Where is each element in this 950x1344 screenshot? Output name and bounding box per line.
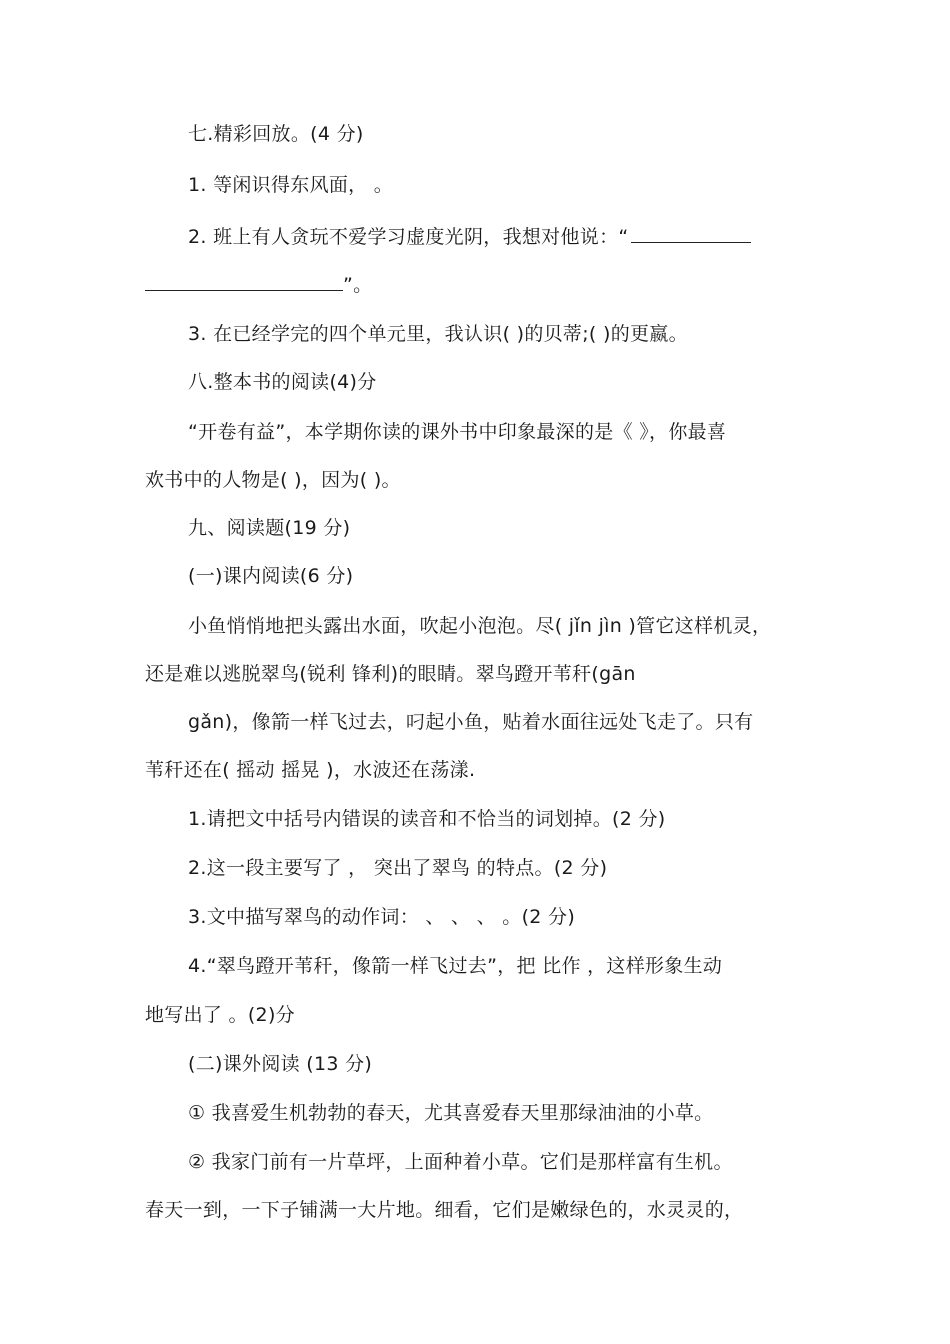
section-8-paragraph-line-1: “开卷有益”，本学期你读的课外书中印象最深的是《 》，你最喜 bbox=[188, 421, 727, 443]
reading-question-2: 2.这一段主要写了 ， 突出了翠鸟 的特点。(2 分) bbox=[188, 857, 608, 879]
passage-2-paragraph-1: ① 我喜爱生机勃勃的春天，尤其喜爱春天里那绿油油的小草。 bbox=[188, 1102, 714, 1124]
section-7-question-3: 3. 在已经学完的四个单元里，我认识( )的贝蒂;( )的更嬴。 bbox=[188, 323, 688, 345]
passage-1-line-1: 小鱼悄悄地把头露出水面，吹起小泡泡。尽( jǐn jìn )管它这样机灵， bbox=[188, 615, 772, 637]
section-7-question-1: 1. 等闲识得东风面， 。 bbox=[188, 174, 394, 196]
answer-blank bbox=[145, 273, 343, 291]
reading-question-1: 1.请把文中括号内错误的读音和不恰当的词划掉。(2 分) bbox=[188, 808, 666, 830]
reading-question-4-line-1: 4.“翠鸟蹬开苇秆，像箭一样飞过去”，把 比作 ，这样形象生动 bbox=[188, 955, 723, 977]
passage-1-line-4: 苇秆还在( 摇动 摇晃 )，水波还在荡漾. bbox=[145, 759, 476, 781]
section-7-question-2 bbox=[188, 224, 751, 250]
question-2-end: ”。 bbox=[343, 274, 373, 296]
passage-1-line-2: 还是难以逃脱翠鸟(锐利 锋利)的眼睛。翠鸟蹬开苇秆(gān bbox=[145, 663, 636, 685]
answer-blank bbox=[631, 225, 751, 243]
question-2-text: 2. 班上有人贪玩不爱学习虚度光阴，我想对他说：“ bbox=[188, 226, 629, 248]
passage-1-line-3: gǎn)，像箭一样飞过去，叼起小鱼，贴着水面往远处飞走了。只有 bbox=[188, 711, 754, 733]
section-9-part-2-heading: (二)课外阅读 (13 分) bbox=[188, 1053, 373, 1075]
section-7-question-2-cont bbox=[145, 272, 372, 298]
reading-question-4-line-2: 地写出了 。(2)分 bbox=[145, 1004, 295, 1026]
reading-question-3: 3.文中描写翠鸟的动作词： 、 、 、 。(2 分) bbox=[188, 906, 576, 928]
section-9-heading: 九、阅读题(19 分) bbox=[188, 517, 351, 539]
section-8-heading: 八.整本书的阅读(4)分 bbox=[188, 371, 377, 393]
passage-2-paragraph-2-line-1: ② 我家门前有一片草坪，上面种着小草。它们是那样富有生机。 bbox=[188, 1151, 733, 1173]
passage-2-paragraph-2-line-2: 春天一到，一下子铺满一大片地。细看，它们是嫩绿色的，水灵灵的， bbox=[145, 1199, 744, 1221]
section-8-paragraph-line-2: 欢书中的人物是( )，因为( )。 bbox=[145, 469, 401, 491]
section-7-heading: 七.精彩回放。(4 分) bbox=[188, 123, 364, 145]
section-9-part-1-heading: (一)课内阅读(6 分) bbox=[188, 565, 354, 587]
